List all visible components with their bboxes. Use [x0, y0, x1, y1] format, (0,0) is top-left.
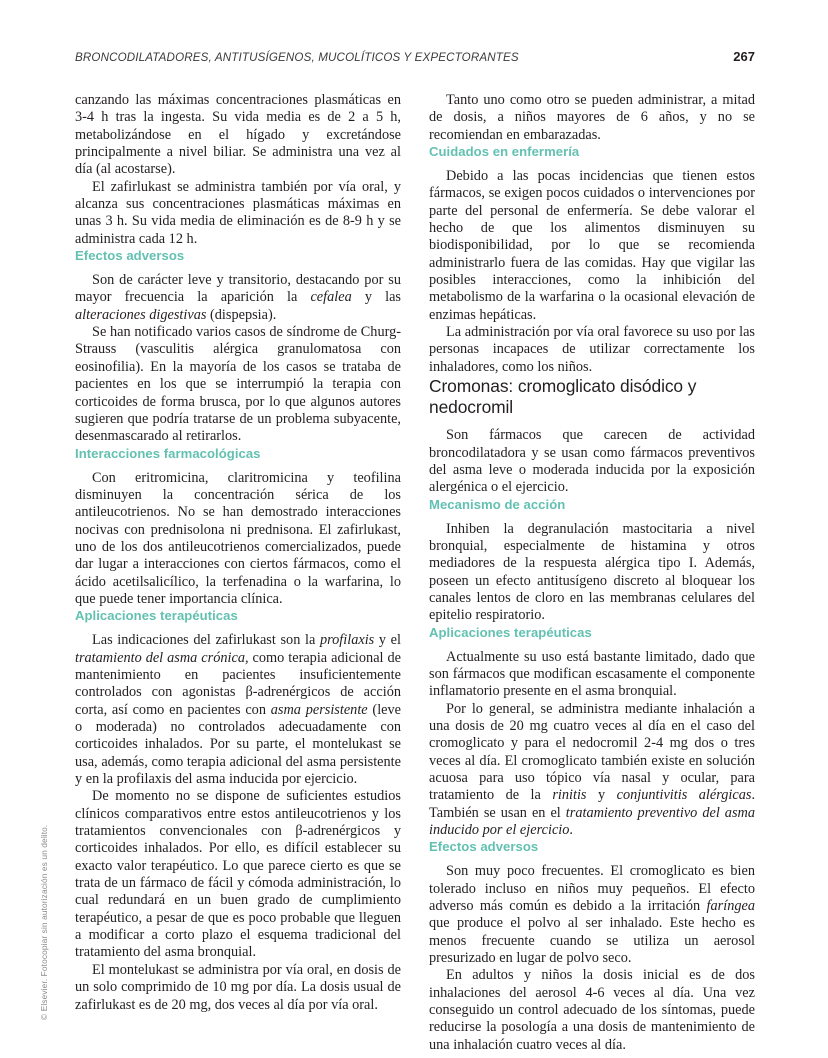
paragraph-adverse-effects-1 — [75, 272, 401, 324]
text-run: Con eritromicina, claritromicina y teofilina disminuyen la concentración sérica de los antileucotrienos. No se han demostrado interacciones nocivas con prednisolona ni prednisona. El zafirlukast, uno de los dos antileucotrienos comercializados, puede dar lugar a interacciones con ciertos fármacos, como el ácido acetilsalicílico, la terfenadina o la warfarina, lo que puede tener importancia clínica. — [75, 469, 401, 607]
paragraph-nursing-care-2 — [429, 324, 755, 376]
text-run: Debido a las pocas incidencias que tienen estos fármacos, se exigen pocos cuidados o intervenciones por parte del personal de enfermería. Se debe valorar el hecho de que los alimentos disminuyen su biodisponibilidad, por lo que se recomienda administrarlo fuera de las comidas. Hay que vigilar las posibles interacciones, como la inhibición del metabolismo de la warfarina o la ocasional elevación de enzimas hepáticas. — [429, 168, 755, 323]
subheading-efectos-adversos: Efectos adversos — [75, 248, 185, 264]
text-run: Son fármacos que carecen de actividad broncodilatadora y se usan como fármacos preventivos del asma leve o moderada inducida por la exposición alergénica o el ejercicio. — [429, 427, 755, 496]
text-run: Se han notificado varios casos de síndrome de Churg-Strauss (vasculitis alérgica granulomatosa con eosinofilia). En la mayoría de los casos se trataba de pacientes en los que se interrumpió la terapia con corticoides de forma brusca, por lo que algunos autores sugieren que podría tratarse de un problema subyacente, desenmascarado al retirarlos. — [75, 324, 401, 445]
text-run: y — [586, 787, 617, 804]
text-run: Las indicaciones del zafirlukast son la — [92, 632, 320, 649]
page-number: 267 — [733, 49, 755, 64]
text-run: Actualmente su uso está bastante limitado, dado que son fármacos que modifican escasamente el componente inflamatorio presente en el asma bronquial. — [429, 648, 755, 700]
subheading-mecanismo-de-accion: Mecanismo de acción — [429, 496, 566, 512]
subheading-aplicaciones-terapeuticas-cromonas: Aplicaciones terapéuticas — [429, 624, 592, 640]
paragraph-nursing-care-1 — [429, 168, 755, 324]
text-run: (dispepsia). — [206, 306, 277, 323]
paragraph-cromonas-applications-2 — [429, 701, 755, 840]
text-run: canzando las máximas concentraciones plasmáticas en 3-4 h tras la ingesta. Su vida media es de 2 a 5 h, metabolizándose en el hígado y excretándose principalmente a nivel biliar. Se administra una vez al día (al acostarse). — [75, 92, 401, 178]
copyright-spine-credit: © Elsevier. Fotocopiar sin autorización es un delito. — [39, 824, 49, 1020]
paragraph-adverse-effects-2 — [75, 324, 401, 445]
text-run: Inhiben la degranulación mastocitaria a nivel bronquial, especialmente de histamina y otros mediadores de la respuesta alérgica tipo I. Además, poseen un efecto antitusígeno discreto al bloquear los canales lentos de cloro en las membranas celulares del epitelio respiratorio. — [429, 520, 755, 624]
text-run: Por lo general, se administra mediante inhalación a una dosis de 20 mg cuatro veces al día en el caso del cromoglicato y para el nedocromil 2-4 mg dos o tres veces al día. El cromoglicato también existe en solución acuosa para uso tópico vía nasal y ocular, para tratamiento de la — [429, 700, 755, 804]
paragraph-applications-3 — [75, 962, 401, 1014]
paragraph-cromonas-intro — [429, 427, 755, 496]
subheading-cuidados-en-enfermeria: Cuidados en enfermería — [429, 144, 580, 160]
text-run: que produce el polvo al ser inhalado. Este hecho es menos frecuente cuando se utiliza un aerosol presurizado en lugar de polvo seco. — [429, 915, 755, 967]
text-run: (leve o moderada) no controlados adecuadamente con corticoides inhalados. Por su parte, el montelukast se usa, además, como terapia adicional del asma persistente y en la profilaxis del asma inducida por ejercicio. — [75, 701, 402, 788]
emphasis-conjuntivitis-alergicas: conjuntivitis alérgicas — [616, 787, 752, 804]
emphasis-profilaxis: profilaxis — [319, 632, 375, 649]
text-run: Son muy poco frecuentes. El cromoglicato es bien tolerado incluso en niños muy pequeños. El efecto adverso más común es debido a la irritación — [429, 863, 755, 915]
paragraph-zafirlukast-pharmacokinetics — [75, 179, 401, 248]
paragraph-cromonas-adverse-2 — [429, 967, 755, 1054]
paragraph-interactions — [75, 470, 401, 609]
running-head — [75, 49, 755, 71]
right-column — [429, 92, 756, 1053]
emphasis-rinitis: rinitis — [552, 787, 587, 804]
subheading-aplicaciones-terapeuticas: Aplicaciones terapéuticas — [75, 608, 238, 624]
text-run: , como terapia adicional de mantenimiento en pacientes insuficientemente controlados con agonistas β-adrenérgicos de acción corta, así como en pacientes con — [75, 649, 401, 718]
text-run: De momento no se dispone de suficientes estudios clínicos comparativos entre estos antileucotrienos y los tratamientos convencionales con β-adrenérgicos y corticoides inhalados. Por ello, es difícil establecer su exacto valor terapéutico. Lo que parece cierto es que se trata de un fármaco de fácil y cómoda administración, lo cual redundará en un buen grado de cumplimiento terapéutico, a pesar de que es poco probable que lleguen a modificar a corto plazo el esquema tradicional del tratamiento del asma bronquial. — [75, 788, 401, 961]
paragraph-cromonas-applications-1 — [429, 649, 755, 701]
paragraph-mechanism — [429, 521, 755, 625]
text-run: Tanto uno como otro se pueden administrar, a mitad de dosis, a niños mayores de 6 años, y no se recomiendan en embarazadas. — [429, 92, 755, 143]
left-column — [75, 92, 401, 1017]
emphasis-asma-persistente: asma persistente — [270, 701, 368, 718]
text-run: Son de carácter leve y transitorio, destacando por su mayor frecuencia la aparición la — [75, 272, 401, 306]
paragraph-pediatric-dosing — [429, 92, 755, 144]
paragraph-applications-2 — [75, 788, 401, 961]
emphasis-faringea: faríngea — [706, 898, 755, 915]
emphasis-alteraciones-digestivas: alteraciones digestivas — [75, 306, 207, 323]
paragraph-continued — [75, 92, 401, 179]
text-run: y las — [351, 289, 401, 306]
subheading-efectos-adversos-cromonas: Efectos adversos — [429, 839, 539, 855]
emphasis-tratamiento-asma-cronica: tratamiento del asma crónica — [75, 649, 245, 666]
text-run: . — [569, 822, 573, 839]
text-run: En adultos y niños la dosis inicial es de dos inhalaciones del aerosol 4-6 veces al día. Una vez conseguido un control adecuado de los síntomas, puede reducirse la posología a una dosis de mantenimiento de una inhalación cuatro veces al día. — [429, 967, 755, 1053]
running-head-title: BRONCODILATADORES, ANTITUSÍGENOS, MUCOLÍTICOS Y EXPECTORANTES — [75, 51, 519, 64]
text-run: y el — [374, 632, 401, 649]
text-run: La administración por vía oral favorece su uso por las personas incapaces de utilizar correctamente los inhaladores, como los niños. — [429, 324, 755, 375]
emphasis-tratamiento-preventivo: tratamiento preventivo del asma inducido por el ejercicio — [429, 804, 755, 839]
paragraph-cromonas-adverse-1 — [429, 863, 755, 967]
paragraph-applications-1 — [75, 632, 401, 788]
section-heading-cromonas: Cromonas: cromoglicato disódico y nedocromil — [429, 376, 697, 418]
body-columns — [75, 92, 756, 1053]
text-run: El zafirlukast se administra también por vía oral, y alcanza sus concentraciones plasmáticas máximas en unas 3 h. Su vida media de eliminación es de 8-9 h y se administra cada 12 h. — [75, 178, 401, 247]
text-run: . También se usan en el — [429, 787, 756, 821]
text-run: El montelukast se administra por vía oral, en dosis de un solo comprimido de 10 mg por día. La dosis usual de zafirlukast es de 20 mg, dos veces al día por vía oral. — [75, 961, 401, 1013]
subheading-interacciones-farmacologicas: Interacciones farmacológicas — [75, 445, 261, 461]
emphasis-cefalea: cefalea — [310, 289, 352, 306]
